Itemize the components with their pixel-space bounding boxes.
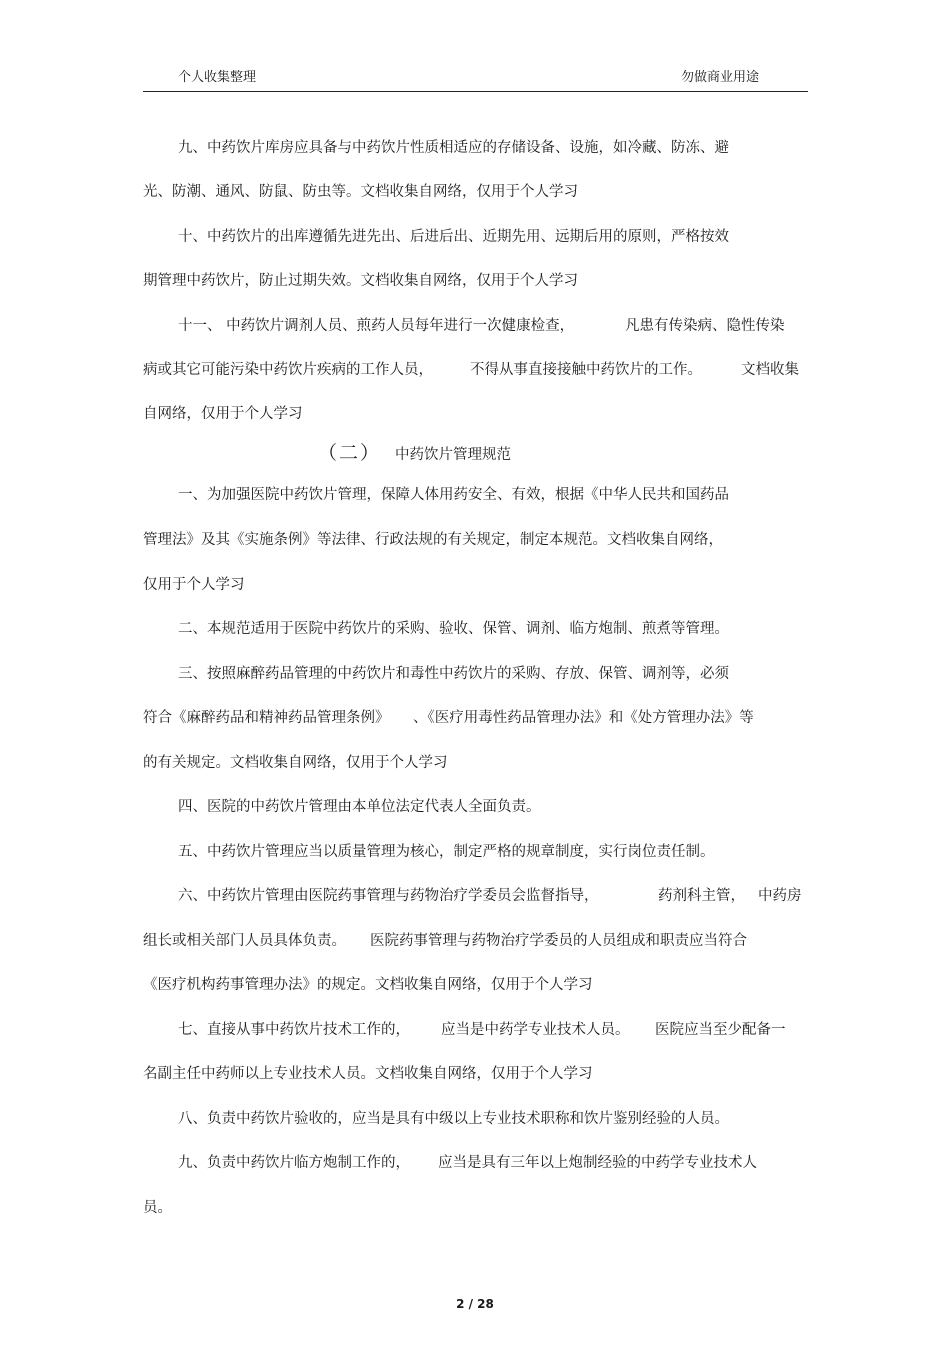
paragraph-line: 六、中药饮片管理由医院药事管理与药物治疗学委员会监督指导， — [178, 888, 599, 904]
paragraph-line: 名副主任中药师以上专业技术人员。文档收集自网络，仅用于个人学习 — [143, 1066, 593, 1082]
paragraph-line: 仅用于个人学习 — [143, 577, 245, 593]
paragraph-line: 管理法》及其《实施条例》等法律、行政法规的有关规定，制定本规范。文档收集自网络， — [143, 532, 723, 548]
paragraph-line: 四、医院的中药饮片管理由本单位法定代表人全面负责。 — [178, 799, 541, 815]
paragraph-line: 应当是中药学专业技术人员。 — [441, 1022, 630, 1038]
paragraph-line: 十一、 中药饮片调剂人员、煎药人员每年进行一次健康检查， — [178, 318, 575, 334]
paragraph-line: 二、本规范适用于医院中药饮片的采购、验收、保管、调剂、临方炮制、煎煮等管理。 — [178, 621, 729, 637]
paragraph-line: 员。 — [143, 1200, 172, 1216]
paragraph-line: 文档收集 — [741, 362, 799, 378]
header-right-text: 勿做商业用途 — [681, 70, 760, 85]
page-number: 2 / 28 — [456, 1297, 494, 1311]
paragraph-line: 的有关规定。文档收集自网络，仅用于个人学习 — [143, 755, 448, 771]
paragraph-line: 组长或相关部门人员具体负责。 — [143, 933, 346, 949]
paragraph-line: 凡患有传染病、隐性传染 — [625, 318, 785, 334]
paragraph-line: 三、按照麻醉药品管理的中药饮片和毒性中药饮片的采购、存放、保管、调剂等，必须 — [178, 666, 729, 682]
paragraph-line: 《医疗机构药事管理办法》的规定。文档收集自网络，仅用于个人学习 — [143, 977, 593, 993]
paragraph-line: 医院药事管理与药物治疗学委员的人员组成和职责应当符合 — [370, 933, 747, 949]
section-heading — [318, 438, 511, 465]
paragraph-line: 八、负责中药饮片验收的，应当是具有中级以上专业技术职称和饮片鉴别经验的人员。 — [178, 1111, 729, 1127]
paragraph-line: 一、为加强医院中药饮片管理，保障人体用药安全、有效，根据《中华人民共和国药品 — [178, 487, 729, 503]
paragraph-line: 应当是具有三年以上炮制经验的中药学专业技术人 — [438, 1155, 757, 1171]
section-number: （二） — [318, 442, 382, 464]
paragraph-line: 药剂科主管， — [658, 888, 745, 904]
paragraph-line: 期管理中药饮片，防止过期失效。文档收集自网络，仅用于个人学习 — [143, 273, 578, 289]
paragraph-line: 自网络，仅用于个人学习 — [143, 406, 303, 422]
header-left-text: 个人收集整理 — [178, 70, 257, 85]
section-title: 中药饮片管理规范 — [395, 447, 512, 463]
paragraph-line: 五、中药饮片管理应当以质量管理为核心，制定严格的规章制度，实行岗位责任制。 — [178, 844, 715, 860]
paragraph-line: 病或其它可能污染中药饮片疾病的工作人员， — [143, 362, 433, 378]
paragraph-line: 、《医疗用毒性药品管理办法》和《处方管理办法》等 — [413, 710, 754, 726]
paragraph-line: 十、中药饮片的出库遵循先进先出、后进后出、近期先用、远期后用的原则，严格按效 — [178, 229, 729, 245]
header-divider — [143, 91, 808, 92]
paragraph-line: 九、中药饮片库房应具备与中药饮片性质相适应的存储设备、设施，如冷藏、防冻、避 — [178, 140, 729, 156]
paragraph-line: 九、负责中药饮片临方炮制工作的， — [178, 1155, 410, 1171]
paragraph-line: 不得从事直接接触中药饮片的工作。 — [470, 362, 702, 378]
paragraph-line: 七、直接从事中药饮片技术工作的， — [178, 1022, 410, 1038]
paragraph-line: 光、防潮、通风、防鼠、防虫等。文档收集自网络，仅用于个人学习 — [143, 184, 578, 200]
paragraph-line: 医院应当至少配备一 — [655, 1022, 786, 1038]
paragraph-line: 中药房 — [758, 888, 802, 904]
paragraph-line: 符合《麻醉药品和精神药品管理条例》 — [143, 710, 390, 726]
